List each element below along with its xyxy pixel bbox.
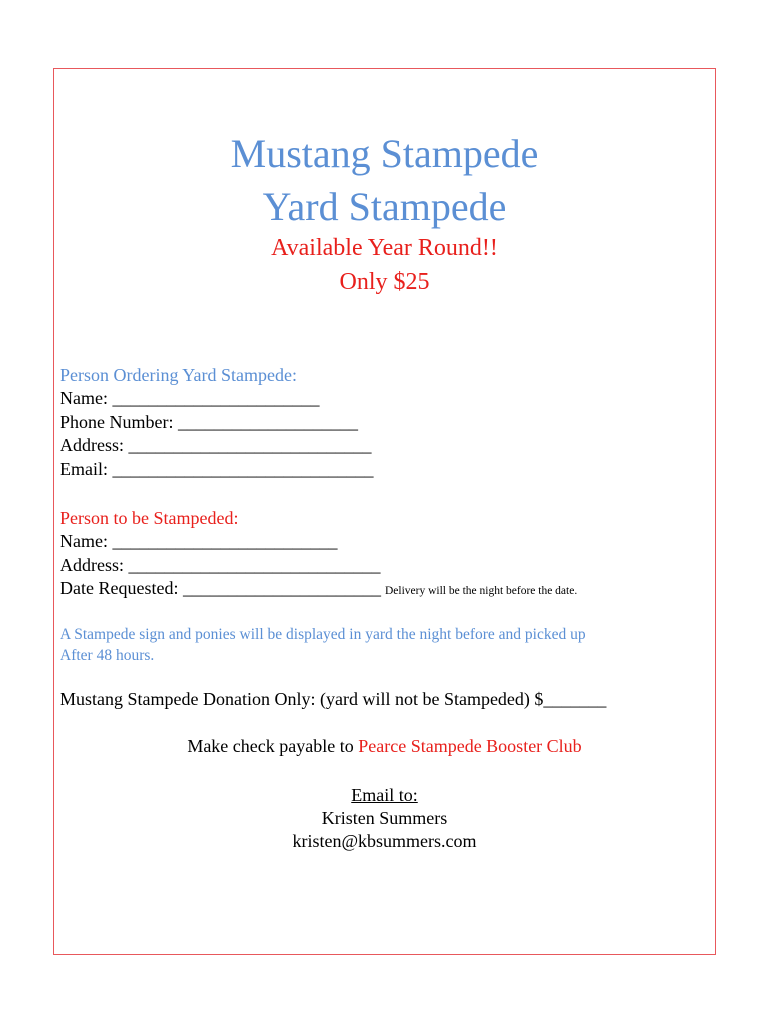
donation-field: Mustang Stampede Donation Only: (yard will not be Stampeded) $_______ bbox=[60, 689, 607, 709]
title-line-2: Yard Stampede bbox=[262, 184, 507, 229]
delivery-note: Delivery will be the night before the date. bbox=[384, 585, 578, 597]
orderer-name-field: Name: _______________________ bbox=[60, 388, 320, 408]
stampeded-address-field: Address: ____________________________ bbox=[60, 555, 381, 575]
notice-line-1: A Stampede sign and ponies will be displayed in yard the night before and picked up bbox=[60, 626, 586, 643]
title-line-1: Mustang Stampede bbox=[230, 131, 539, 176]
orderer-address-field: Address: ___________________________ bbox=[60, 435, 372, 455]
orderer-heading: Person Ordering Yard Stampede: bbox=[60, 365, 297, 385]
availability-text: Available Year Round!! bbox=[271, 235, 498, 261]
payable-prefix: Make check payable to bbox=[187, 736, 359, 756]
contact-email: kristen@kbsummers.com bbox=[292, 831, 477, 851]
price-text: Only $25 bbox=[339, 269, 430, 295]
stampeded-name-field: Name: _________________________ bbox=[60, 531, 338, 551]
email-to-label: Email to: bbox=[351, 785, 418, 805]
payable-line bbox=[53, 735, 716, 758]
orderer-email-field: Email: _____________________________ bbox=[60, 459, 374, 479]
notice-line-2: After 48 hours. bbox=[60, 647, 155, 664]
date-requested-row bbox=[60, 577, 577, 603]
orderer-phone-field: Phone Number: ____________________ bbox=[60, 412, 358, 432]
booster-club-name: Pearce Stampede Booster Club bbox=[358, 736, 582, 756]
date-requested-field: Date Requested: ______________________ bbox=[60, 578, 381, 598]
stampeded-heading: Person to be Stampeded: bbox=[60, 508, 239, 528]
contact-name: Kristen Summers bbox=[321, 808, 448, 828]
